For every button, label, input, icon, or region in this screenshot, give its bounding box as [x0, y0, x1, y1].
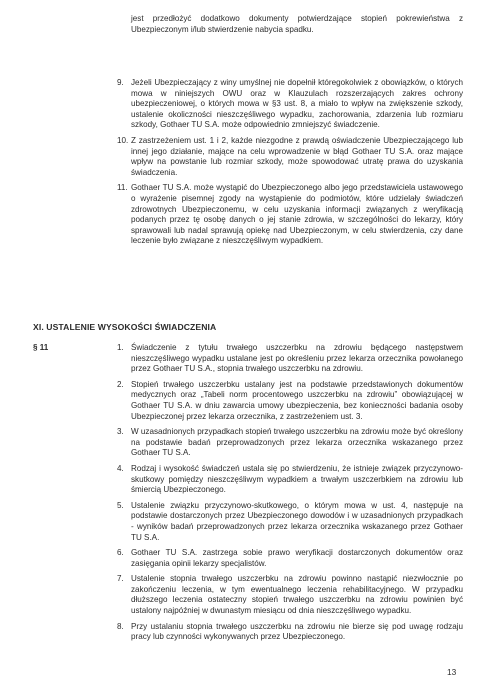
- list-item: [117, 380, 463, 422]
- item-number: 3.: [117, 427, 124, 437]
- item-number: 2.: [117, 379, 124, 389]
- item-text: Gothaer TU S.A. może wystąpić do Ubezpieczonego albo jego przedstawiciela ustawowego o wyrażenie pisemnej zgody na wystąpienie do podmiotów, które udzielały świadczeń zdrowotnych Ubezpieczonemu, w celu uzyskania informacji związanych z weryfikacją podanych przez tę osobę danych o jej stanie zdrowia, w szczególności do lekarzy, który sprawowali lub nadal sprawują opiekę nad Ubezpieczonym, w celu stwierdzenia, czy dane leczenie było związane z nieszczęśliwym wypadkiem.: [131, 183, 463, 246]
- list-item: [117, 183, 463, 247]
- page-number: 13: [447, 667, 457, 677]
- item-text: W uzasadnionych przypadkach stopień trwałego uszczerbku na zdrowiu może być określony na podstawie badań przeprowadzonych przez lekarza orzecznika wskazanego przez Gothaer TU S.A.: [131, 427, 463, 458]
- upper-numbered-list: [117, 78, 463, 252]
- item-text: Ustalenie związku przyczynowo-skutkowego, o którym mowa w ust. 4, następuje na podstawie dostarczonych przez Ubezpieczonego dowodów i w uzasadnionych przypadkach - wyników badań przeprowadzonych przez lekarza orzecznika wskazanego przez Gothaer TU S.A.: [131, 500, 463, 542]
- item-number: 7.: [117, 574, 124, 584]
- item-number: 4.: [117, 463, 124, 473]
- item-number: 9.: [117, 78, 124, 87]
- item-number: 11.: [117, 183, 128, 193]
- item-number: 8.: [117, 621, 124, 631]
- item-text: Rodzaj i wysokość świadczeń ustala się po stwierdzeniu, że istnieje związek przyczynowo-skutkowy pomiędzy nieszczęśliwym wypadkiem a trwałym uszczerbkiem na zdrowiu lub śmiercią Ubezpieczonego.: [131, 463, 463, 495]
- list-item: [117, 427, 463, 459]
- section-numbered-list: [117, 343, 463, 648]
- list-item: [117, 343, 463, 375]
- list-item: [117, 78, 463, 131]
- item-text: Ustalenie stopnia trwałego uszczerbku na zdrowiu powinno nastąpić niezwłocznie po zakończeniu leczenia, w tym ewentualnego leczenia rehabilitacyjnego. W przypadku dłuższego leczenia ostateczny stopień trwałego uszczerbku na zdrowiu powinien być ustalony najpóźniej w dwunastym miesiącu od dnia nieszczęśliwego wypadku.: [131, 574, 463, 616]
- section-title: XI. USTALENIE WYSOKOŚCI ŚWIADCZENIA: [33, 322, 217, 332]
- item-text: Stopień trwałego uszczerbku ustalany jest na podstawie przedstawionych dokumentów medycznych oraz „Tabeli norm procentowego uszczerbku na zdrowiu” obowiązującej w Gothaer TU S.A. w dniu zawarcia umowy ubezpieczenia, bez konieczności badania osoby Ubezpieczonej przez lekarza orzecznika, z zastrzeżeniem ust. 3.: [131, 379, 463, 421]
- list-item: [117, 464, 463, 496]
- list-item: [117, 136, 463, 178]
- list-item: [117, 622, 463, 643]
- item-number: 1.: [117, 343, 124, 352]
- continued-paragraph: jest przedłożyć dodatkowo dokumenty potwierdzające stopień pokrewieństwa z Ubezpieczonym i/lub stwierdzenie nabycia spadku.: [131, 14, 463, 34]
- item-text: Przy ustalaniu stopnia trwałego uszczerbku na zdrowiu nie bierze się pod uwagę rodzaju pracy lub czynności wykonywanych przez Ubezpieczonego.: [131, 621, 463, 642]
- item-text: Jeżeli Ubezpieczający z winy umyślnej nie dopełnił któregokolwiek z obowiązków, o których mowa w niniejszych OWU oraz w Klauzulach rozszerzających zakres ochrony ubezpieczeniowej, o których mowa w §3 ust. 8, a miało to wpływ na zwiększenie szkody, ustalenie okoliczności nieszczęśliwego wypadku, zachorowania, zdarzenia lub rozmiaru szkody, Gothaer TU S.A. może odpowiednio zmniejszyć świadczenie.: [131, 78, 463, 130]
- list-item: [117, 501, 463, 543]
- list-item: [117, 574, 463, 616]
- list-item: [117, 548, 463, 569]
- paragraph-mark: § 11: [33, 343, 49, 352]
- item-number: 6.: [117, 548, 124, 558]
- item-text: Świadczenie z tytułu trwałego uszczerbku na zdrowiu będącego następstwem nieszczęśliwego wypadku ustalane jest po określeniu przez lekarza orzecznika powołanego przez Gothaer TU S.A., stopnia trwałego uszczerbku na zdrowiu.: [131, 343, 463, 374]
- item-number: 10.: [117, 135, 129, 145]
- item-text: Z zastrzeżeniem ust. 1 i 2, każde niezgodne z prawdą oświadczenie Ubezpieczającego lub innej jego działanie, mające na celu wprowadzenie w błąd Gothaer TU S.A. oraz mające wpływ na powstanie lub rozmiar szkody, może spowodować utratę prawa do uzyskania świadczenia.: [131, 135, 463, 177]
- item-number: 5.: [117, 500, 124, 510]
- item-text: Gothaer TU S.A. zastrzega sobie prawo weryfikacji dostarczonych dokumentów oraz zasięgania opinii lekarzy specjalistów.: [131, 548, 463, 568]
